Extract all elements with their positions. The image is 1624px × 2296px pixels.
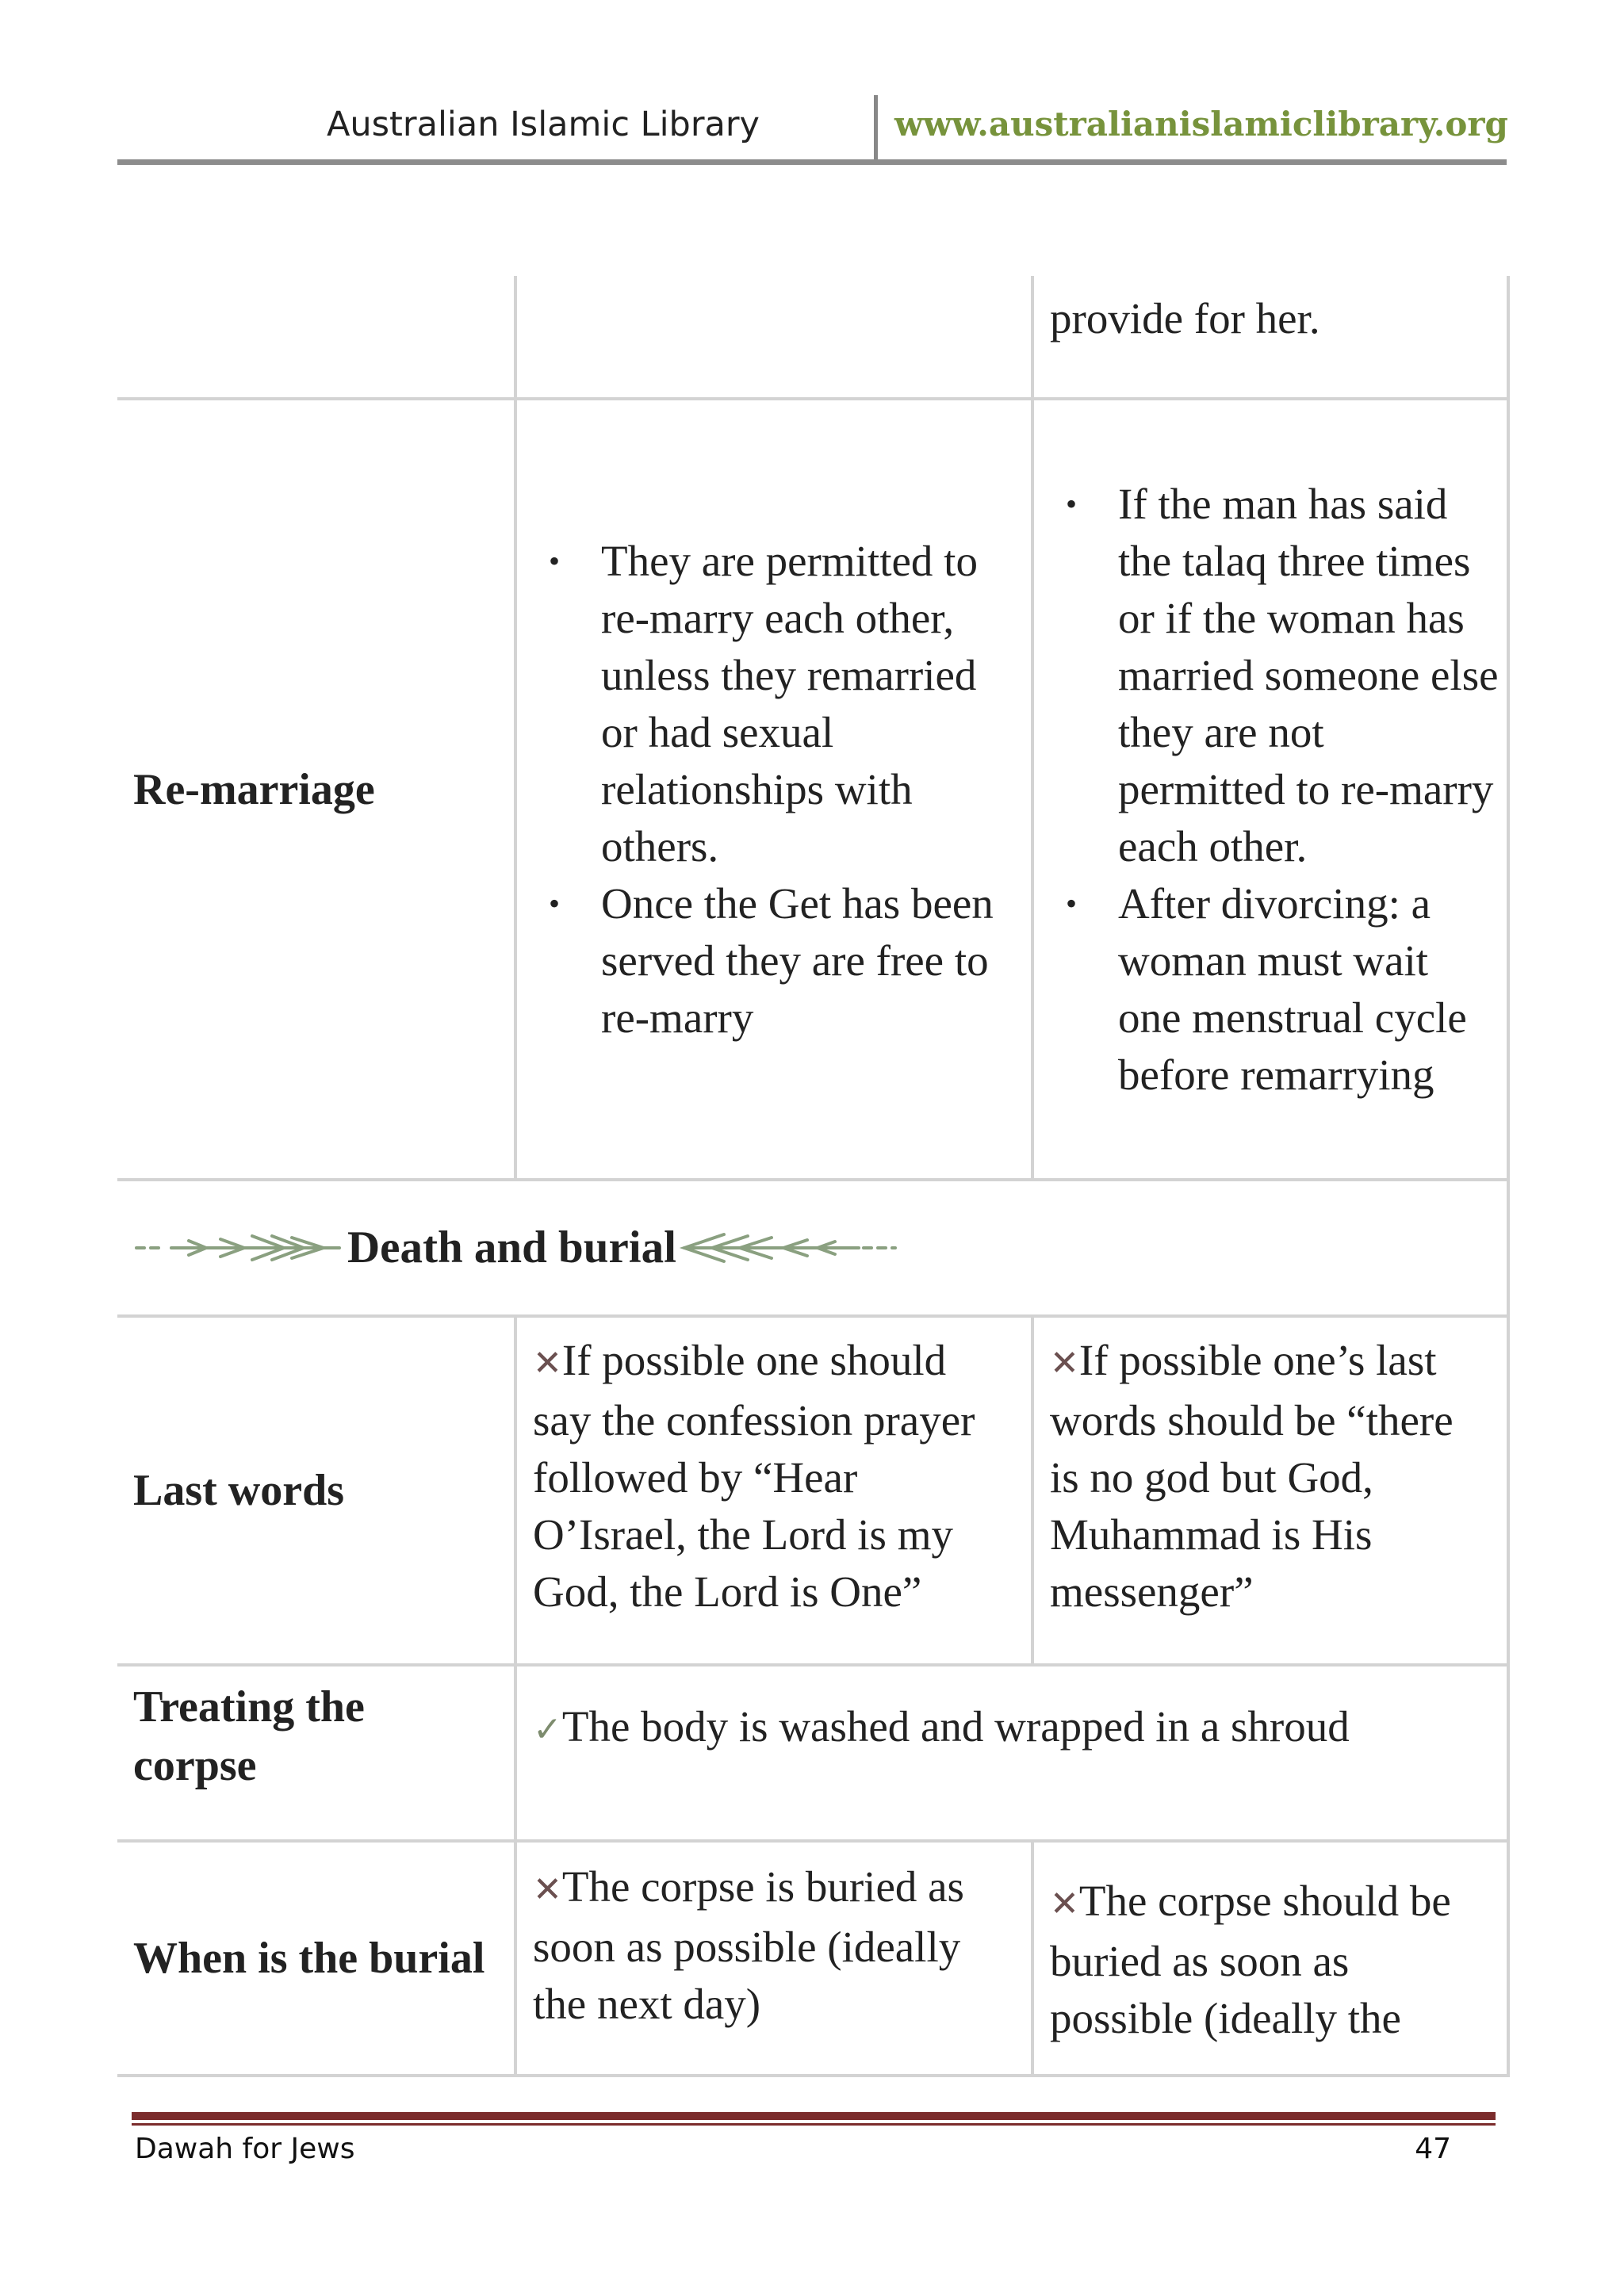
table-row-last-words	[117, 1316, 1508, 1665]
islam-cell	[1032, 399, 1508, 1180]
judaism-cell	[515, 276, 1032, 399]
cell-text: If possible one should say the confession prayer followed by “Hear O’Israel, the Lord is my God, the Lord is One”	[533, 1336, 975, 1616]
x-mark-icon: ✕	[1050, 1884, 1079, 1924]
section-title: Death and burial	[347, 1223, 676, 1272]
islam-cell	[1032, 1841, 1508, 2076]
row-label-cell	[117, 276, 515, 399]
judaism-cell	[515, 399, 1032, 1180]
header-separator	[874, 95, 878, 162]
cell-text: provide for her.	[1050, 294, 1320, 342]
footer-document-title: Dawah for Jews	[135, 2133, 355, 2165]
section-header-cell	[117, 1180, 1508, 1316]
row-label: Re-marriage	[133, 764, 375, 814]
footer-rule-thin	[132, 2123, 1496, 2126]
list-item: • If the man has said the talaq three times or if the woman has married someone else they are not permitted to re-marry each other.	[1050, 476, 1500, 875]
footer-rule	[132, 2112, 1496, 2120]
row-label-cell	[117, 1316, 515, 1665]
table-row-burial	[117, 1841, 1508, 2076]
list-item: • Once the Get has been served they are free to re-marry	[533, 875, 1015, 1047]
row-label: Treating the corpse	[133, 1682, 365, 1790]
judaism-cell	[515, 1841, 1032, 2076]
list-item: • After divorcing: a woman must wait one menstrual cycle before remarrying	[1050, 875, 1500, 1104]
page-number: 47	[1415, 2133, 1451, 2165]
header-rule	[117, 159, 1507, 165]
header-website-link[interactable]: www.australianislamiclibrary.org	[894, 105, 1508, 144]
row-label: When is the burial	[133, 1934, 485, 1983]
leaf-arrow-right-icon	[676, 1228, 898, 1268]
islam-cell	[1032, 276, 1508, 399]
check-mark-icon: ✓	[533, 1709, 562, 1750]
header-library-name: Australian Islamic Library	[326, 105, 760, 144]
page-header	[117, 94, 1507, 163]
x-mark-icon: ✕	[1050, 1343, 1079, 1383]
row-label-cell	[117, 1665, 515, 1841]
cell-text: If possible one’s last words should be “there is no god but God, Muhammad is His messenger”	[1050, 1336, 1454, 1616]
cell-text: The corpse is buried as soon as possible (ideally the next day)	[533, 1862, 964, 2028]
table-row-treating-corpse	[117, 1665, 1508, 1841]
merged-cell	[515, 1665, 1508, 1841]
leaf-arrow-left-icon	[133, 1228, 347, 1268]
x-mark-icon: ✕	[533, 1869, 562, 1910]
row-label-cell	[117, 399, 515, 1180]
cell-text: The corpse should be buried as soon as possible (ideally the	[1050, 1877, 1451, 2042]
list-item: • They are permitted to re-marry each other, unless they remarried or had sexual relationships with others.	[533, 533, 1015, 875]
bullet-list	[1050, 476, 1500, 1104]
table-row-remarriage	[117, 399, 1508, 1180]
row-label: Last words	[133, 1466, 345, 1515]
bullet-list	[533, 533, 1015, 1047]
x-mark-icon: ✕	[533, 1343, 562, 1383]
section-header-row	[117, 1180, 1508, 1316]
cell-text: The body is washed and wrapped in a shroud	[561, 1702, 1350, 1751]
comparison-table	[117, 276, 1510, 2077]
islam-cell	[1032, 1316, 1508, 1665]
row-label-cell	[117, 1841, 515, 2076]
table-row-continued	[117, 276, 1508, 399]
judaism-cell	[515, 1316, 1032, 1665]
